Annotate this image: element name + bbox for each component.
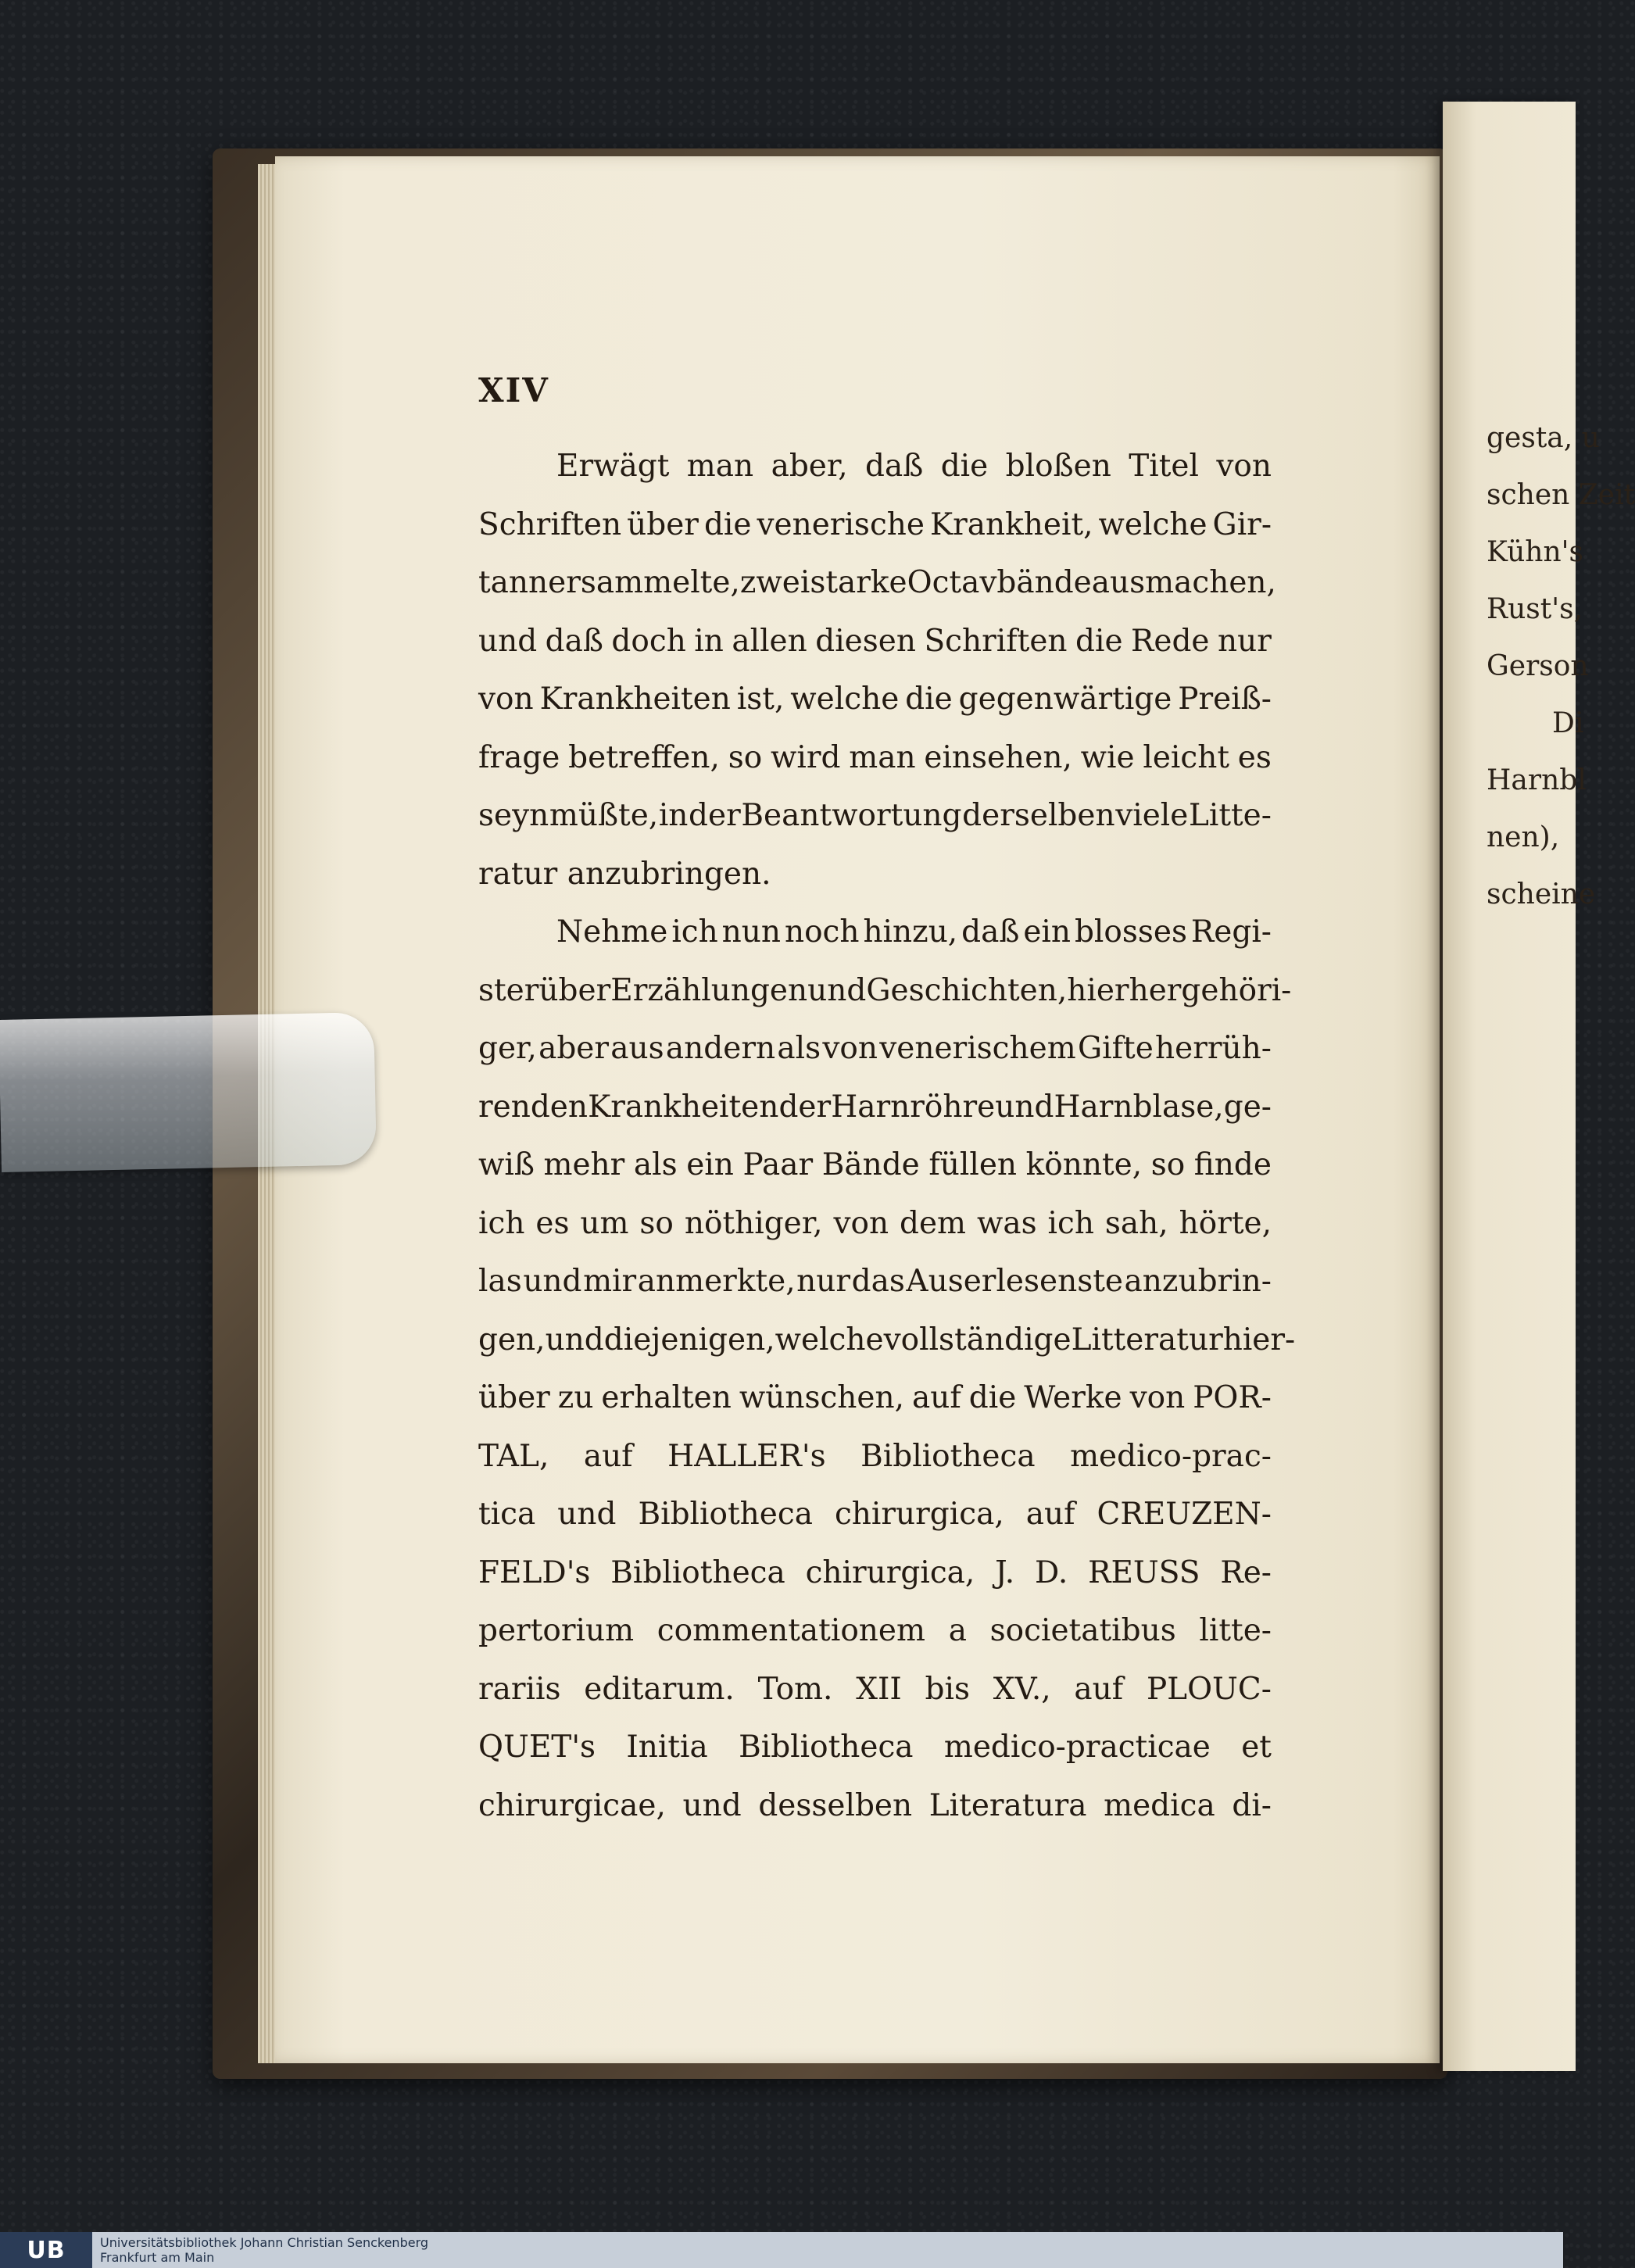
text-line: rariis editarum. Tom. XII bis XV., auf PLOUC- [478, 1671, 1272, 1707]
right-page-fragment: Harnbl [1487, 764, 1587, 796]
text-line: Erwägt man aber, daß die bloßen Titel von [556, 449, 1272, 484]
page-body-text [478, 438, 1296, 1835]
right-page-fragment: Gerson [1487, 650, 1589, 682]
text-line: ster über Erzählungen und Geschichten, hierher gehöri- [478, 972, 1292, 1008]
footer-line-institution: Universitätsbibliothek Johann Christian Senckenberg [100, 2235, 429, 2250]
text-line: über zu erhalten wünschen, auf die Werke von POR- [478, 1380, 1272, 1415]
text-line: pertorium commentationem a societatibus litte- [478, 1613, 1272, 1648]
text-line: frage betreffen, so wird man einsehen, wie leicht es [478, 739, 1272, 775]
right-page-fragment: gesta, u [1487, 422, 1600, 454]
right-page-fragment: nen), [1487, 821, 1560, 853]
ub-logo[interactable]: UB [0, 2232, 92, 2268]
text-line: Schriften über die venerische Krankheit, welche Gir- [478, 506, 1272, 542]
right-page-fragment: scheine [1487, 878, 1596, 910]
text-line: Nehme ich nun noch hinzu, daß ein blosses Regi- [556, 914, 1272, 950]
text-line: tica und Bibliotheca chirurgica, auf CREUZEN- [478, 1497, 1272, 1532]
text-line: chirurgicae, und desselben Literatura medica di- [478, 1787, 1272, 1823]
glass-bookmark [0, 1012, 377, 1172]
text-line: von Krankheiten ist, welche die gegenwärtige Preiß- [478, 681, 1272, 717]
book-page-right [1443, 102, 1635, 2071]
text-line: tanner sammelte, zwei starke Octavbände ausmachen, [478, 565, 1276, 600]
page-number: XIV [478, 371, 549, 410]
right-page-fragment: Kühn's [1487, 536, 1584, 568]
text-line: ratur anzubringen. [478, 856, 771, 892]
text-line: FELD's Bibliotheca chirurgica, J. D. REUSS Re- [478, 1554, 1272, 1590]
text-line: renden Krankheiten der Harnröhre und Harnblase, ge- [478, 1089, 1272, 1125]
text-line: ich es um so nöthiger, von dem was ich sah, hörte, [478, 1205, 1272, 1241]
footer-text [100, 2235, 428, 2265]
text-line: gen, und diejenigen, welche vollständige Litteratur hier- [478, 1322, 1296, 1358]
text-line: seyn müßte, in der Beantwortung derselben viele Litte- [478, 798, 1272, 833]
right-page-fragment: Di [1552, 707, 1584, 739]
footer-line-city: Frankfurt am Main [100, 2250, 215, 2265]
text-line: wiß mehr als ein Paar Bände füllen könnte, so finde [478, 1147, 1272, 1182]
text-line: TAL, auf HALLER's Bibliotheca medico-prac- [478, 1438, 1272, 1474]
text-line: ger, aber aus andern als von venerischem Gifte herrüh- [478, 1031, 1272, 1066]
text-line: und daß doch in allen diesen Schriften die Rede nur [478, 623, 1272, 659]
right-page-fragment: Rust's, [1487, 593, 1583, 625]
footer-bar [0, 2232, 1563, 2268]
text-line: QUET's Initia Bibliotheca medico-practicae et [478, 1730, 1272, 1765]
right-page-fragment: schen Zeit [1487, 479, 1635, 511]
text-line: las und mir anmerkte, nur das Auserlesenste anzubrin- [478, 1264, 1272, 1299]
